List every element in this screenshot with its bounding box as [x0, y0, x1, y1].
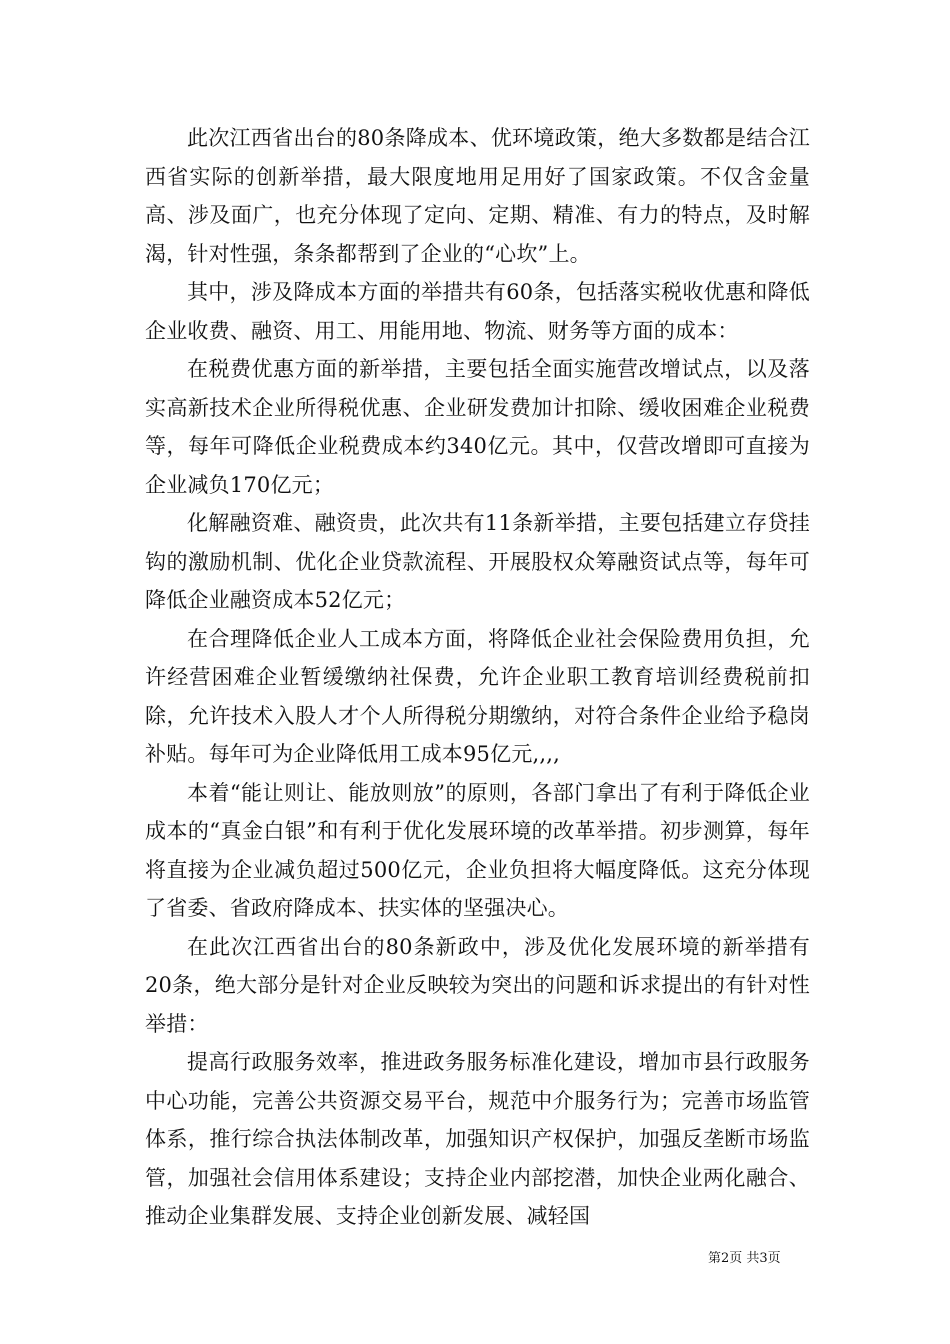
- paragraph-5: 在合理降低企业人工成本方面，将降低企业社会保险费用负担，允许经营困难企业暂缓缴纳社保费，允许企业职工教育培训经费税前扣除，允许技术入股人才个人所得税分期缴纳，对符合条件企业给予稳岗补贴。每年可为企业降低用工成本95亿元,,,,: [145, 626, 810, 766]
- paragraph-2: 其中，涉及降成本方面的举措共有60条，包括落实税收优惠和降低企业收费、融资、用工、用能用地、物流、财务等方面的成本：: [145, 280, 810, 343]
- paragraph-1: 此次江西省出台的80条降成本、优环境政策，绝大多数都是结合江西省实际的创新举措，最大限度地用足用好了国家政策。不仅含金量高、涉及面广，也充分体现了定向、定期、精准、有力的特点，及时解渴，针对性强，条条都帮到了企业的“心坎”上。: [145, 126, 810, 266]
- page-number: 第2页 共3页: [708, 1251, 781, 1266]
- paragraph-4: 化解融资难、融资贵，此次共有11条新举措，主要包括建立存贷挂钩的激励机制、优化企业贷款流程、开展股权众筹融资试点等，每年可降低企业融资成本52亿元；: [145, 511, 810, 612]
- paragraph-8: 提高行政服务效率，推进政务服务标准化建设，增加市县行政服务中心功能，完善公共资源交易平台，规范中介服务行为；完善市场监管体系，推行综合执法体制改革，加强知识产权保护，加强反垄断市场监管，加强社会信用体系建设；支持企业内部挖潜，加快企业两化融合、推动企业集群发展、支持企业创新发展、减轻国: [145, 1050, 810, 1228]
- paragraph-3: 在税费优惠方面的新举措，主要包括全面实施营改增试点，以及落实高新技术企业所得税优惠、企业研发费加计扣除、缓收困难企业税费等，每年可降低企业税费成本约340亿元。其中，仅营改增即可直接为企业减负170亿元；: [145, 357, 810, 497]
- paragraph-6: 本着“能让则让、能放则放”的原则，各部门拿出了有利于降低企业成本的“真金白银”和有利于优化发展环境的改革举措。初步测算，每年将直接为企业减负超过500亿元，企业负担将大幅度降低。这充分体现了省委、省政府降成本、扶实体的坚强决心。: [145, 780, 810, 920]
- document-body: [145, 119, 810, 1236]
- paragraph-7: 在此次江西省出台的80条新政中，涉及优化发展环境的新举措有20条，绝大部分是针对企业反映较为突出的问题和诉求提出的有针对性举措：: [145, 934, 810, 1036]
